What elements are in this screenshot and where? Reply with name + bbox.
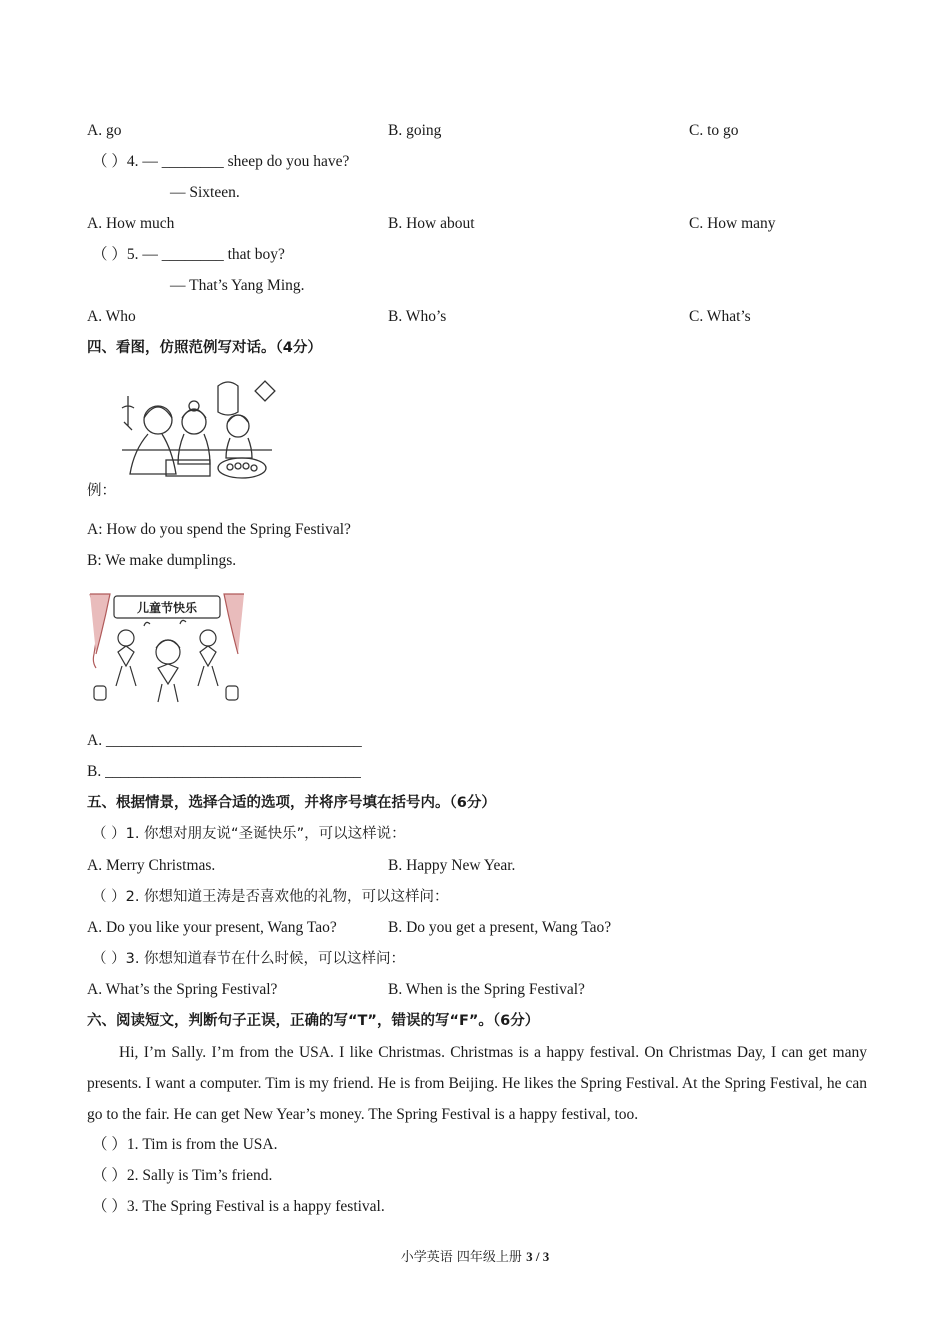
- sec6-item-2: （ ）2. Sally is Tim’s friend.: [92, 1167, 273, 1184]
- banner-text: 儿童节快乐: [136, 601, 198, 615]
- page-footer: [0, 1246, 950, 1265]
- chinese-knot-decor: [122, 396, 134, 430]
- option-b: B. When is the Spring Festival?: [388, 981, 585, 998]
- option-c: C. What’s: [689, 308, 751, 325]
- section-5-title: 五、根据情景，选择合适的选项，并将序号填在括号内。（6分）: [87, 795, 496, 811]
- sec5-q1: （ ）1. 你想对朋友说“圣诞快乐”，可以这样说：: [92, 826, 406, 842]
- sec5-q2: （ ）2. 你想知道王涛是否喜欢他的礼物，可以这样问：: [92, 889, 449, 905]
- option-b: B. Who’s: [388, 308, 447, 325]
- option-b: B. Do you get a present, Wang Tao?: [388, 919, 612, 936]
- option-b: B. going: [388, 122, 442, 139]
- example-line-b: B: We make dumplings.: [87, 552, 237, 569]
- sec6-item-1: （ ）1. Tim is from the USA.: [92, 1136, 278, 1153]
- section-4-title: 四、看图，仿照范例写对话。（4分）: [87, 340, 322, 356]
- blank-line-b[interactable]: B. _________________________________: [87, 763, 361, 780]
- sec6-item-3: （ ）3. The Spring Festival is a happy festival.: [92, 1198, 385, 1215]
- option-b: B. Happy New Year.: [388, 857, 516, 874]
- q4-stem: （ ）4. — ________ sheep do you have?: [92, 153, 350, 170]
- example-label: 例：: [87, 483, 116, 499]
- option-b: B. How about: [388, 215, 475, 232]
- footer-text: 小学英语 四年级上册: [400, 1250, 522, 1265]
- option-a: A. How much: [87, 215, 175, 232]
- q5-stem: （ ）5. — ________ that boy?: [92, 246, 285, 263]
- q5-reply: — That’s Yang Ming.: [170, 277, 305, 294]
- reading-passage: Hi, I’m Sally. I’m from the USA. I like Christmas. Christmas is a happy festival. On Christmas Day, I can get many presents. I want a computer. Tim is my friend. He is from Beijing. He likes the Spring Festival. At the Spring Festival, he can go to the fair. He can get New Year’s money. The Spring Festival is a happy festival, too.: [87, 1044, 867, 1123]
- option-c: C. How many: [689, 215, 776, 232]
- option-a: A. go: [87, 122, 122, 139]
- option-a: A. What’s the Spring Festival?: [87, 981, 278, 998]
- blank-line-a[interactable]: A. _________________________________: [87, 732, 362, 749]
- sec5-q3: （ ）3. 你想知道春节在什么时候，可以这样问：: [92, 951, 406, 967]
- option-c: C. to go: [689, 122, 739, 139]
- option-a: A. Who: [87, 308, 136, 325]
- option-a: A. Merry Christmas.: [87, 857, 216, 874]
- option-a: A. Do you like your present, Wang Tao?: [87, 919, 337, 936]
- family-dumplings-illustration: [118, 378, 278, 490]
- page-number: 3 / 3: [526, 1249, 550, 1264]
- section-6-title: 六、阅读短文，判断句子正误，正确的写“T”，错误的写“F”。（6分）: [87, 1013, 540, 1029]
- q4-reply: — Sixteen.: [170, 184, 240, 201]
- example-line-a: A: How do you spend the Spring Festival?: [87, 521, 351, 538]
- childrens-day-illustration: [88, 590, 246, 710]
